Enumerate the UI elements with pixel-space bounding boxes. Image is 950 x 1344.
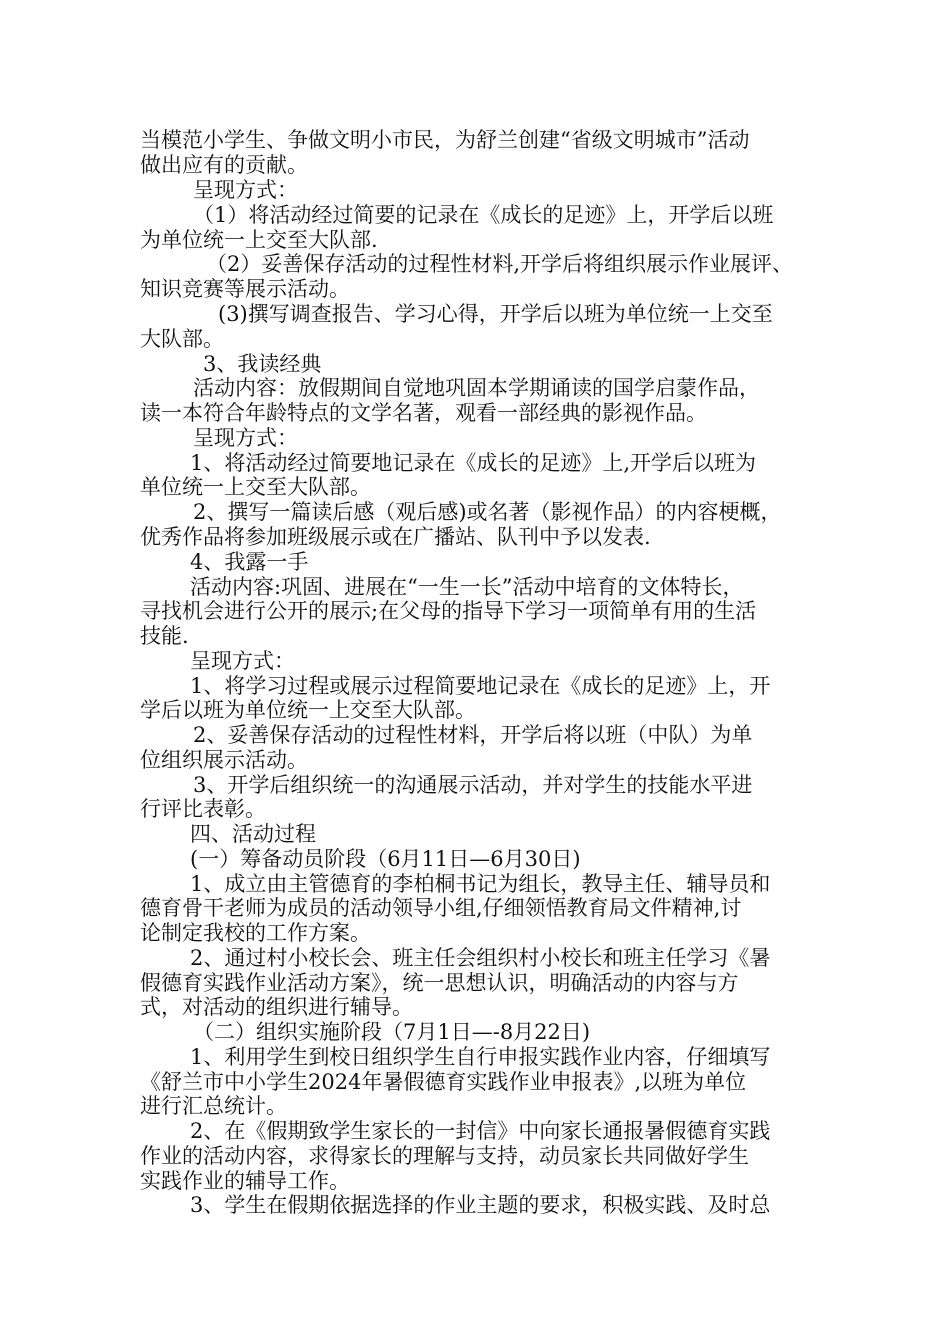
text-line: (3)撰写调查报告、学习心得，开学后以班为单位统一上交至 (218, 302, 773, 326)
text-line: （二）组织实施阶段（7月1日—-8月22日) (193, 1020, 591, 1044)
text-line: 2、撰写一篇读后感（观后感)或名著（影视作品）的内容梗概， (193, 500, 782, 524)
text-line: 3、开学后组织统一的沟通展示活动，并对学生的技能水平进 (193, 773, 753, 797)
text-line: 寻找机会进行公开的展示;在父母的指导下学习一项简单有用的生活 (140, 599, 757, 623)
text-line: 1、成立由主管德育的李柏桐书记为组长，教导主任、辅导员和 (190, 872, 771, 896)
text-line: 优秀作品将参加班级展示或在广播站、队刊中予以发表. (140, 525, 651, 549)
text-line: 4、我露一手 (190, 550, 309, 574)
text-line: 活动内容:巩固、进展在“一生一长”活动中培育的文体特长， (190, 575, 744, 599)
text-line: 技能. (140, 624, 189, 648)
text-line: 大队部。 (140, 327, 224, 351)
text-line: 四、活动过程 (190, 822, 316, 846)
text-line: 进行汇总统计。 (140, 1094, 287, 1118)
text-line: 做出应有的贡献。 (140, 153, 308, 177)
text-line: 论制定我校的工作方案。 (140, 921, 371, 945)
text-line: 当模范小学生、争做文明小市民，为舒兰创建“省级文明城市”活动 (140, 128, 750, 152)
text-line: 式，对活动的组织进行辅导。 (140, 995, 413, 1019)
text-line: 2、在《假期致学生家长的一封信》中向家长通报暑假德育实践 (190, 1119, 771, 1143)
text-line: 呈现方式： (190, 649, 295, 673)
text-line: （1）将活动经过简要的记录在《成长的足迹》上，开学后以班 (193, 203, 774, 227)
text-line: 1、将活动经过简要地记录在《成长的足迹》上,开学后以班为 (190, 451, 757, 475)
text-line: 2、妥善保存活动的过程性材料，开学后将以班（中队）为单 (193, 723, 753, 747)
text-line: 实践作业的辅导工作。 (140, 1169, 350, 1193)
text-line: 呈现方式： (193, 178, 298, 202)
text-line: 2、通过村小校长会、班主任会组织村小校长和班主任学习《暑 (190, 946, 771, 970)
text-line: 1、利用学生到校日组织学生自行申报实践作业内容，仔细填写 (190, 1045, 771, 1069)
text-line: 3、学生在假期依据选择的作业主题的要求，积极实践、及时总 (190, 1193, 771, 1217)
text-line: 活动内容：放假期间自觉地巩固本学期诵读的国学启蒙作品， (193, 376, 760, 400)
text-line: 为单位统一上交至大队部. (140, 228, 378, 252)
text-line: 行评比表彰。 (140, 797, 266, 821)
text-line: 学后以班为单位统一上交至大队部。 (140, 698, 476, 722)
text-line: 呈现方式： (193, 426, 298, 450)
text-line: 作业的活动内容，求得家长的理解与支持，动员家长共同做好学生 (140, 1144, 749, 1168)
text-line: 知识竞赛等展示活动。 (140, 277, 350, 301)
text-line: 假德育实践作业活动方案》，统一思想认识，明确活动的内容与方 (140, 971, 739, 995)
text-line: (一）筹备动员阶段（6月11日—6月30日) (190, 847, 581, 871)
text-line: 《舒兰市中小学生2024年暑假德育实践作业申报表》,以班为单位 (140, 1070, 747, 1094)
text-line: 单位统一上交至大队部。 (140, 475, 371, 499)
text-line: 1、将学习过程或展示过程简要地记录在《成长的足迹》上，开 (190, 674, 771, 698)
text-line: 读一本符合年龄特点的文学名著，观看一部经典的影视作品。 (140, 401, 707, 425)
text-line: 位组织展示活动。 (140, 748, 308, 772)
text-line: （2）妥善保存活动的过程性材料,开学后将组织展示作业展评、 (206, 252, 794, 276)
text-line: 3、我读经典 (203, 352, 322, 376)
text-line: 德育骨干老师为成员的活动领导小组,仔细领悟教育局文件精神,讨 (140, 896, 742, 920)
